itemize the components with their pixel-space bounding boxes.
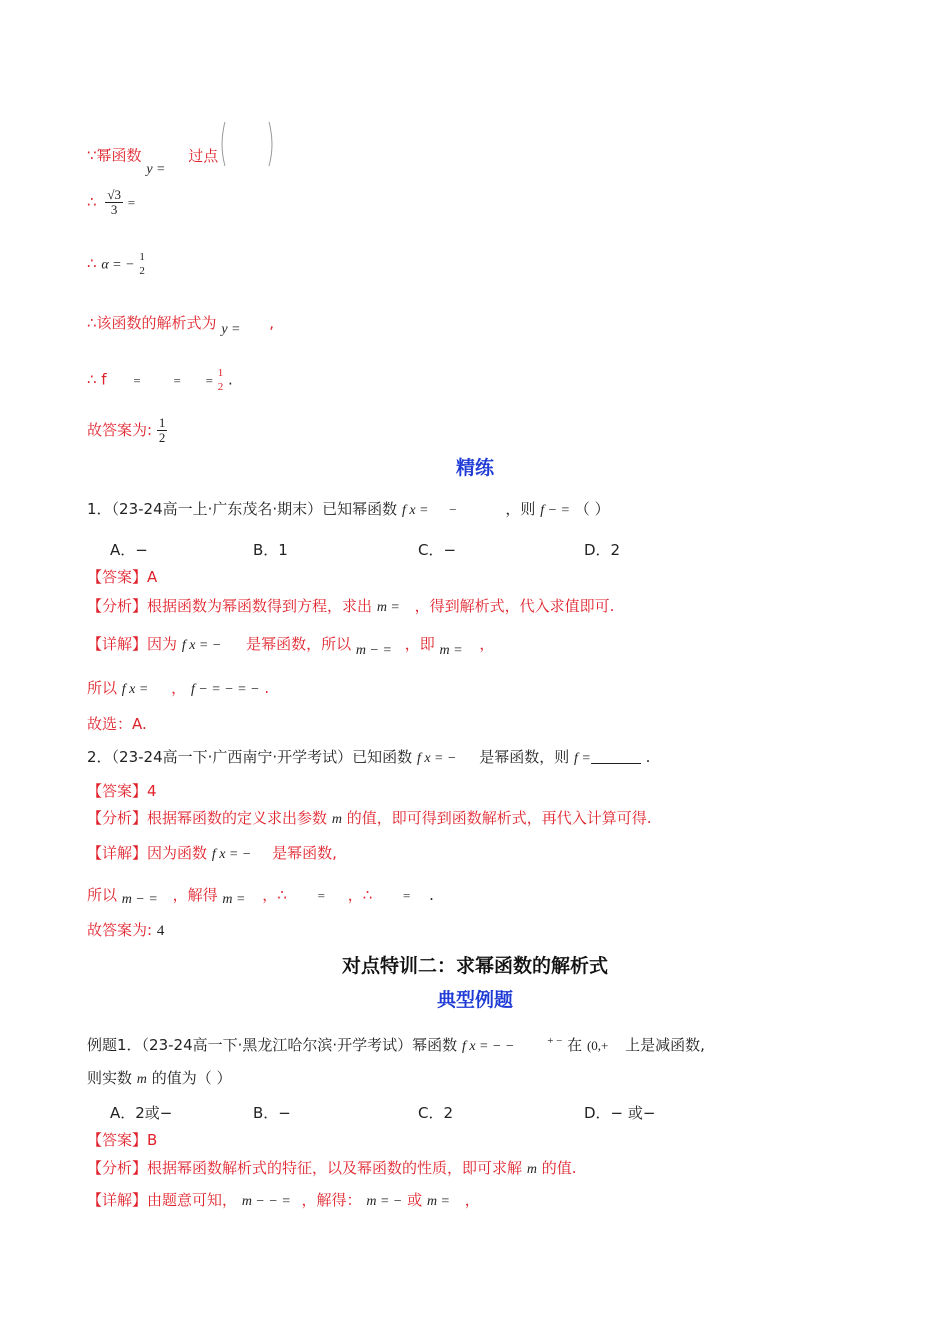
math-expr: f x = − − (461, 1039, 515, 1054)
text: 或 (407, 1191, 423, 1209)
text: 例题1．（23-24高一下·黑龙江哈尔滨·开学考试）幂函数 (87, 1036, 458, 1054)
text: 上是减函数, (625, 1036, 705, 1054)
ex1-option-d[interactable]: D．− 或− (584, 1104, 656, 1122)
analysis-tag: 【分析】 (87, 1159, 148, 1177)
text: 的值. (541, 1159, 577, 1177)
text: , (269, 314, 275, 332)
exponent: + − (547, 1035, 563, 1047)
math-expr: ∴ f (87, 370, 107, 389)
fraction-denominator: 2 (217, 381, 224, 393)
section-heading-practice: 精练 (455, 457, 494, 479)
text: 过点 (188, 146, 219, 165)
text: ∵幂函数 (87, 146, 142, 165)
text: 是幂函数，则 (479, 748, 570, 766)
fraction (139, 250, 145, 278)
math-expr: = (403, 888, 411, 903)
ex1-detail (87, 1190, 480, 1212)
fraction-numerator: 1 (217, 367, 224, 379)
math-expr: f x = − (416, 751, 457, 766)
text: . (228, 370, 233, 389)
q1-conclusion: 故选：A. (87, 715, 147, 733)
point-parentheses (223, 134, 271, 178)
fraction-numerator: 1 (139, 251, 145, 263)
q1-option-c[interactable]: C．− (418, 541, 457, 559)
detail-tag: 【详解】 (87, 1191, 148, 1209)
q2-analysis (87, 808, 652, 830)
fraction-denominator: 2 (158, 430, 166, 445)
ex1-option-c[interactable]: C．2 (418, 1104, 454, 1122)
math-expr: f = (574, 751, 591, 766)
text: ，解得 (172, 886, 218, 904)
math-expr: = (133, 372, 141, 388)
solution-line-3: ∴ α = − 1 2 (87, 251, 145, 277)
text: 是幂函数, (272, 844, 337, 862)
math-expr: y = (221, 322, 241, 337)
math-expr: α = − (101, 257, 135, 273)
solution-line-2 (87, 188, 135, 232)
math-expr: f x = − (211, 847, 252, 862)
sqrt3-over-3-fraction (105, 188, 123, 217)
text: 因为 (147, 635, 178, 653)
text: 则实数 (87, 1069, 133, 1087)
math-expr: f − = − = − (190, 682, 260, 697)
text: 2．（23-24高一下·广西南宁·开学考试）已知函数 (87, 748, 413, 766)
therefore-symbol: ∴ (87, 193, 97, 211)
answer-value: B (147, 1131, 158, 1149)
text: 由题意可知， (147, 1191, 238, 1209)
text: 因为函数 (147, 844, 208, 862)
section-heading-typical-examples: 典型例题 (436, 989, 513, 1011)
math-expr: = (317, 888, 325, 903)
q1-analysis (87, 596, 614, 618)
question-1-stem (87, 499, 610, 521)
text: ，∴ (262, 886, 287, 904)
math-expr: = (173, 372, 181, 388)
analysis-tag: 【分析】 (87, 597, 148, 615)
q1-detail-line-2 (87, 678, 269, 700)
answer-value: A (147, 568, 158, 586)
answer-value: 4 (147, 782, 157, 800)
text: 所以 (87, 679, 118, 697)
text: ，得到解析式，代入求值即可. (414, 597, 615, 615)
text: ，解得： (301, 1191, 362, 1209)
ex1-option-a[interactable]: A．2或− (110, 1104, 173, 1122)
answer-tag: 【答案】 (87, 568, 148, 586)
ex1-analysis (87, 1158, 577, 1180)
text: . (429, 886, 434, 904)
math-expr: m − − = (241, 1194, 291, 1209)
text: 故答案为: (87, 921, 153, 939)
math-expr: f x = (401, 503, 429, 518)
math-expr: m (526, 1162, 537, 1177)
text: 1．（23-24高一上·广东茂名·期末）已知幂函数 (87, 500, 398, 518)
math-expr: m = (439, 643, 463, 658)
example-1-stem-line-2 (87, 1068, 231, 1090)
math-expr: m = (222, 892, 246, 907)
q2-answer (87, 781, 157, 801)
text: ，∴ (347, 886, 373, 904)
math-expr: m − = (121, 892, 158, 907)
math-expr: − (449, 502, 457, 517)
math-expr: f x = (121, 682, 149, 697)
fraction-numerator: √3 (107, 187, 121, 202)
q1-option-b[interactable]: B．1 (253, 541, 288, 559)
answer-tag: 【答案】 (87, 1131, 148, 1149)
text: 的值为（ ） (151, 1069, 232, 1087)
fraction-denominator: 2 (139, 265, 145, 277)
analysis-tag: 【分析】 (87, 809, 148, 827)
math-expr: m (331, 812, 342, 827)
q1-option-a[interactable]: A．− (110, 541, 148, 559)
q2-detail (87, 843, 337, 865)
answer-tag: 【答案】 (87, 782, 148, 800)
q1-detail (87, 634, 494, 656)
ex1-answer (87, 1130, 157, 1150)
math-expr: f x = − (181, 638, 222, 653)
math-expr: m − = (355, 643, 392, 658)
text: ，则 (505, 500, 536, 518)
fraction (218, 366, 224, 394)
solution-line-5 (87, 366, 233, 394)
fraction-numerator: 1 (158, 415, 166, 430)
text: ， (171, 679, 187, 697)
detail-tag: 【详解】 (87, 844, 148, 862)
solution-line-1 (87, 134, 271, 178)
text: 根据函数为幂函数得到方程，求出 (147, 597, 373, 615)
math-expr: y = (146, 161, 166, 177)
math-expr: m = − (366, 1194, 403, 1209)
question-2-stem (87, 747, 650, 769)
text: 是幂函数，所以 (246, 635, 352, 653)
fraction (157, 416, 168, 445)
text: ， (464, 1191, 480, 1209)
text: 在 (567, 1036, 583, 1054)
math-expr: = (205, 372, 213, 388)
answer-blank[interactable] (591, 749, 641, 764)
text: 根据幂函数的定义求出参数 (147, 809, 328, 827)
text: ， (479, 635, 495, 653)
math-expr: (0,+ (586, 1038, 609, 1053)
example-1-stem (87, 1031, 705, 1057)
text: 所以 (87, 886, 118, 904)
text: 根据幂函数解析式的特征，以及幂函数的性质，即可求解 (147, 1159, 523, 1177)
math-expr: f − = (540, 503, 571, 518)
math-expr: m (136, 1072, 147, 1087)
q2-conclusion (87, 920, 164, 941)
math-expr: m = (376, 600, 400, 615)
text: . (645, 748, 651, 766)
q2-detail-line-2 (87, 885, 434, 907)
text: ∴该函数的解析式为 (87, 314, 217, 332)
answer-value: 4 (156, 923, 165, 939)
q1-option-d[interactable]: D．2 (584, 541, 621, 559)
solution-line-4 (87, 313, 274, 335)
text: （ ） (574, 500, 610, 518)
fraction-denominator: 3 (110, 202, 118, 217)
solution-answer-line (87, 416, 167, 446)
text: ，即 (404, 635, 435, 653)
q1-answer (87, 567, 157, 587)
ex1-option-b[interactable]: B．− (253, 1104, 291, 1122)
section-heading-power-function-formula: 对点特训二：求幂函数的解析式 (341, 955, 608, 977)
math-expr: m = (426, 1194, 450, 1209)
detail-tag: 【详解】 (87, 635, 148, 653)
math-expr: = (127, 195, 136, 210)
text: 故答案为: (87, 421, 153, 439)
text: . (264, 679, 270, 697)
text: 的值，即可得到函数解析式，再代入计算可得. (346, 809, 652, 827)
